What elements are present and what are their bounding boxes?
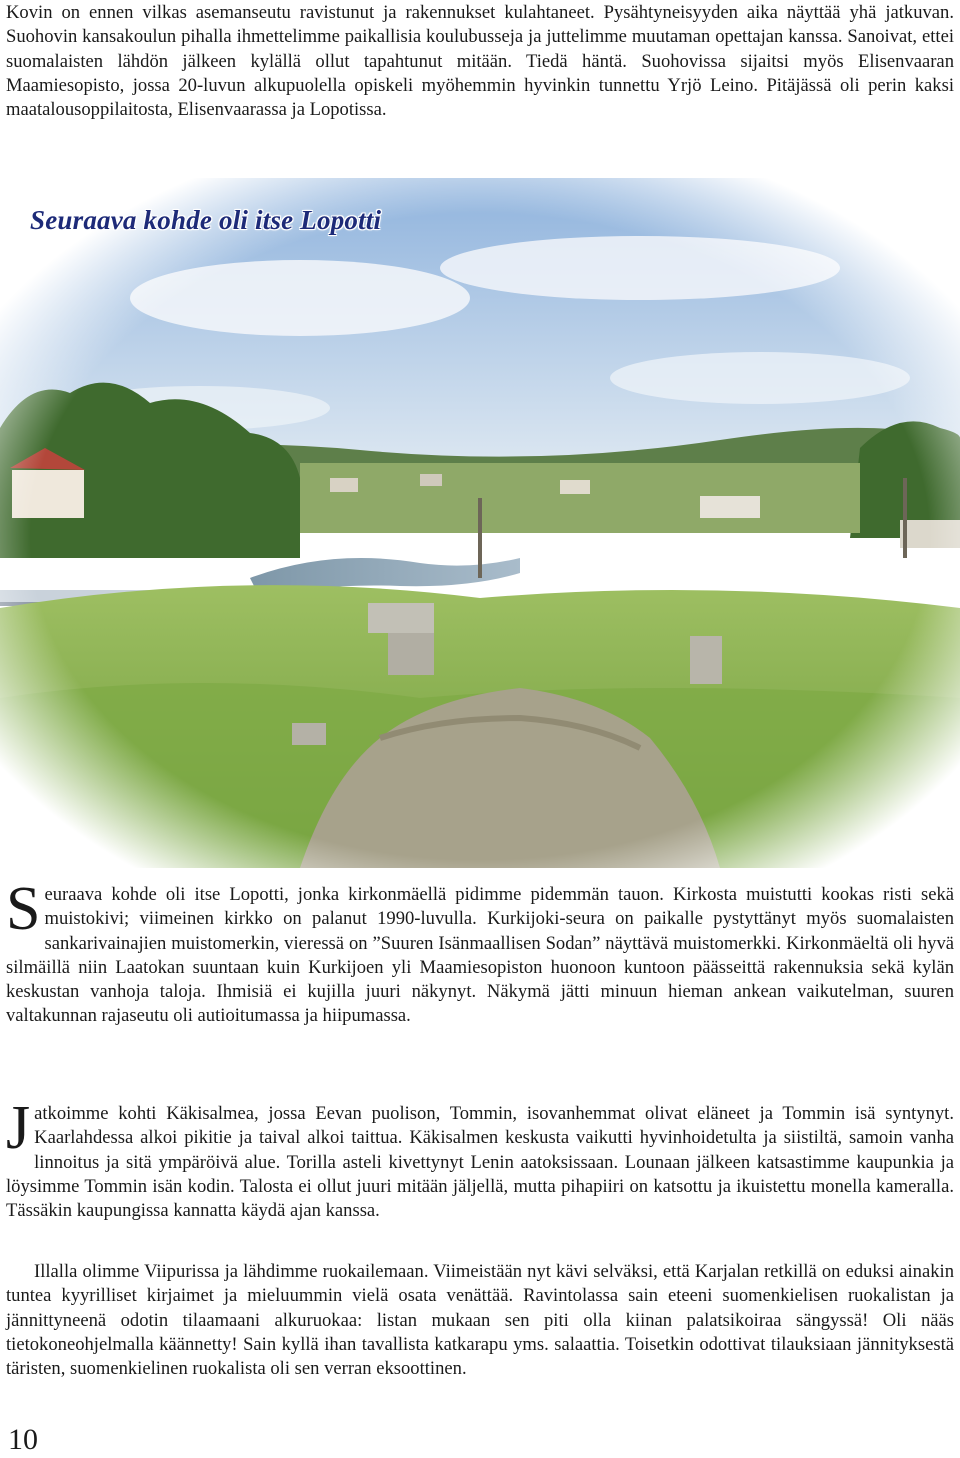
paragraph-lopotti (6, 875, 954, 1029)
drop-cap: S (6, 875, 41, 943)
drop-cap: J (6, 1094, 31, 1162)
page-number: 10 (8, 1423, 38, 1456)
paragraph-viipuri: Illalla olimme Viipurissa ja lähdimme ruokailemaan. Viimeistään nyt kävi selväksi, että Karjalan retkillä on eduksi ainakin tuntea kyyrilliset kirjaimet ja mieluummin vielä osata venättää. Ravintolassa sain eteeni suomenkielisen ruokalistan ja jännittyneenä odotin tilaamaani alkuruokaa: listan mukaan sen piti olla kiinan palatsikoiraa sängyssä! Oli nääs tietokoneohjelmalla käännetty! Sain kyllä ihan tavallista katkarapu yms. salaattia. Toisetkin odottivat tilauksiaan jännityksestä täristen, suomenkielinen ruokalista oli sen verran eksoottinen. (6, 1261, 954, 1380)
paragraph-kakisalmi (6, 1094, 954, 1223)
intro-paragraph: Kovin on ennen vilkas asemanseutu ravistunut ja rakennukset kulahtaneet. Pysähtyneisyyden aika näyttää yhä jatkuvan. Suohovin kansakoulun pihalla ihmettelimme paikallisia koulubusseja ja juttelimme muutaman opettajan kanssa. Sanoivat, ettei suomalaisten lähdön jälkeen kylällä ollut tapahtunut mitään. Tiedä häntä. Suohovissa sijaitsi myös Elisenvaaran Maamiesopisto, jossa 20-luvun alkupuolella opiskeli myöhemmin hyvinkin tunnettu Yrjö Leino. Pitäjässä oli perin kaksi maatalousoppilaitosta, Elisenvaarassa ja Lopotissa. (6, 2, 954, 121)
photo-caption: Seuraava kohde oli itse Lopotti (30, 205, 382, 235)
paragraph-text: euraava kohde oli itse Lopotti, jonka kirkonmäellä pidimme pidemmän tauon. Kirkosta muistutti kookas risti sekä muistokivi; viimeinen kirkko on palanut 1990-luvulla. Kurkijoki-seura on paikalle pystyttänyt myös suomalaisten sankarivainajien muistomerkin, vieressä on ”Suuren Isänmaallisen Sodan” näyttävä muistomerkki. Kirkonmäeltä oli hyvä silmäillä niin Laatokan suuntaan kuin Kurkijoen yli Maamiesopiston huonoon kuntoon päässeittä rakennuksia sekä kylän keskustan vanhoja taloja. Ihmisiä ei kujilla juuri näkynyt. Näkymä jätti minuun hieman ankean vaikutelman, suuren valtakunnan rajaseutu oli autioitumassa ja hiipumassa. (6, 884, 954, 1027)
lopotti-landscape-photo (0, 178, 960, 868)
paragraph-text: atkoimme kohti Käkisalmea, jossa Eevan puolison, Tommin, isovanhemmat olivat eläneet ja Tommin isä syntynyt. Kaarlahdessa alkoi pikitie ja taival alkoi taittua. Käkisalmen keskusta vaikutti hyvinhoidetulta ja siistiltä, samoin vanha linnoitus ja sitä ympäröivä alue. Torilla asteli kivettynyt Lenin aatoksissaan. Lounaan jälkeen katsastimme kaupunkia ja löysimme Tommin isän kodin. Talosta ei ollut juuri mitään jäljellä, mutta pihapiiri on katsottu ja ikuistettu monella kameralla. Tässäkin kaupungissa kannatta käydä ajan kanssa. (6, 1103, 954, 1222)
